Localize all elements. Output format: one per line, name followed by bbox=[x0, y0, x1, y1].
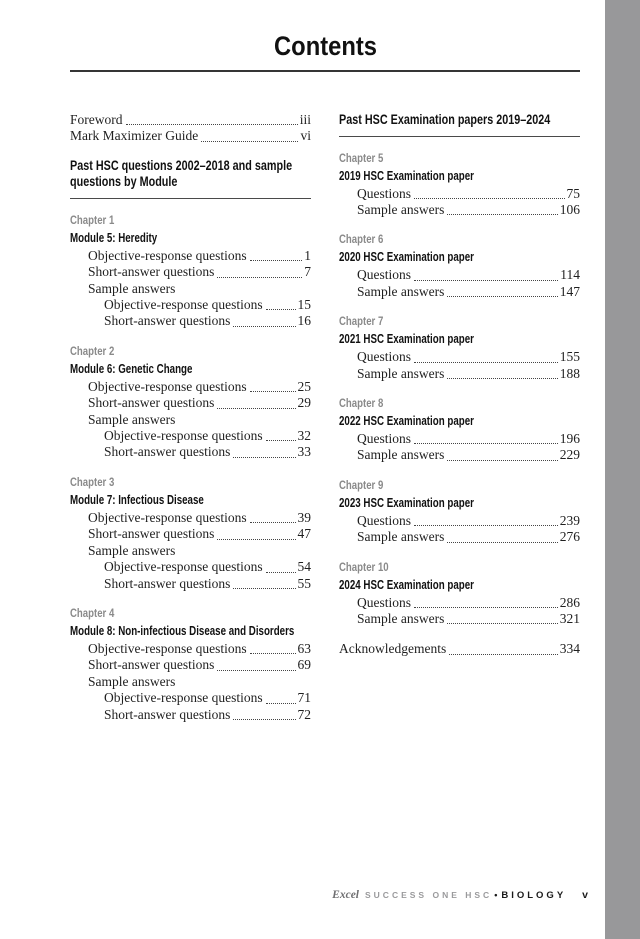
toc-entry-label: Short-answer questions bbox=[104, 444, 231, 460]
right-column bbox=[339, 112, 580, 723]
toc-entry-label: Questions bbox=[357, 267, 411, 283]
toc-entry bbox=[70, 128, 311, 144]
module-title: 2022 HSC Examination paper bbox=[339, 413, 474, 428]
toc-entry-label: Sample answers bbox=[88, 673, 176, 689]
right-chapter-list bbox=[339, 151, 580, 628]
brand-excel-logo: Excel bbox=[332, 889, 359, 901]
toc-entry-page-number: 196 bbox=[559, 430, 580, 446]
chapter-label: Chapter 6 bbox=[339, 232, 384, 247]
left-column bbox=[70, 112, 311, 723]
toc-entry-page-number: 106 bbox=[559, 201, 580, 217]
dot-leader bbox=[447, 284, 557, 297]
toc-entry bbox=[70, 428, 311, 444]
title-rule bbox=[70, 70, 580, 72]
toc-entry bbox=[339, 595, 580, 611]
module-title: Module 7: Infectious Disease bbox=[70, 492, 204, 507]
dot-leader bbox=[250, 379, 296, 392]
toc-entry bbox=[339, 447, 580, 463]
toc-entry-label: Questions bbox=[357, 594, 411, 610]
toc-entry-page-number: 229 bbox=[559, 447, 580, 463]
module-title: 2023 HSC Examination paper bbox=[339, 495, 474, 510]
dot-leader bbox=[217, 526, 295, 539]
toc-entry bbox=[70, 112, 311, 128]
toc-entry-label: Short-answer questions bbox=[88, 264, 215, 280]
toc-entry-label: Mark Maximizer Guide bbox=[70, 128, 199, 144]
toc-entry-label: Questions bbox=[357, 185, 411, 201]
dot-leader bbox=[447, 202, 557, 215]
chapter-block bbox=[70, 475, 311, 592]
contents-page-body bbox=[70, 30, 580, 723]
chapter-block bbox=[339, 314, 580, 382]
dot-leader bbox=[217, 395, 295, 408]
dot-leader bbox=[447, 529, 557, 542]
dot-leader bbox=[266, 690, 296, 703]
chapter-block bbox=[70, 213, 311, 330]
toc-entry-page-number: 7 bbox=[304, 264, 311, 280]
dot-leader bbox=[233, 707, 295, 720]
toc-entry-page-number: 286 bbox=[559, 594, 580, 610]
toc-entry bbox=[339, 186, 580, 202]
toc-entry-label: Objective-response questions bbox=[104, 428, 263, 444]
left-section-heading-text: Past HSC questions 2002–2018 and sample questions by Module bbox=[70, 157, 293, 190]
toc-entry-label: Sample answers bbox=[357, 365, 445, 381]
page-title bbox=[70, 30, 580, 62]
toc-entry-page-number: 47 bbox=[297, 526, 311, 542]
dot-leader bbox=[266, 559, 296, 572]
toc-entry-page-number: 55 bbox=[297, 575, 311, 591]
toc-entry-label: Short-answer questions bbox=[104, 706, 231, 722]
toc-entry bbox=[70, 248, 311, 264]
toc-entry-label: Questions bbox=[357, 430, 411, 446]
toc-entry-label: Foreword bbox=[70, 112, 123, 127]
toc-entry-label: Short-answer questions bbox=[88, 657, 215, 673]
toc-entry-label: Sample answers bbox=[357, 447, 445, 463]
dot-leader bbox=[414, 267, 558, 280]
toc-entry-label: Sample answers bbox=[357, 201, 445, 217]
chapter-block bbox=[70, 606, 311, 723]
toc-entry-label: Sample answers bbox=[357, 529, 445, 545]
module-title: 2019 HSC Examination paper bbox=[339, 168, 474, 183]
toc-entry bbox=[70, 412, 311, 428]
chapter-label: Chapter 8 bbox=[339, 395, 384, 410]
toc-entry-label: Sample answers bbox=[88, 542, 176, 558]
toc-entry-page-number: 188 bbox=[559, 365, 580, 381]
toc-entry bbox=[70, 510, 311, 526]
toc-entry-label: Sample answers bbox=[357, 283, 445, 299]
toc-entry bbox=[70, 297, 311, 313]
toc-entry-page-number: 1 bbox=[304, 247, 311, 263]
chapter-block bbox=[339, 151, 580, 219]
dot-leader bbox=[414, 513, 558, 526]
toc-entry-label: Objective-response questions bbox=[104, 690, 263, 706]
toc-entry bbox=[339, 641, 580, 657]
dot-leader bbox=[126, 112, 298, 125]
toc-entry-label: Objective-response questions bbox=[88, 378, 247, 394]
dot-leader bbox=[414, 186, 565, 199]
dot-leader bbox=[233, 576, 295, 589]
toc-entry-label: Sample answers bbox=[88, 411, 176, 427]
chapter-label: Chapter 9 bbox=[339, 477, 384, 492]
dot-leader bbox=[414, 595, 558, 608]
page-title-text: Contents bbox=[273, 31, 377, 61]
dot-leader bbox=[217, 657, 295, 670]
toc-entry-page-number: 75 bbox=[566, 185, 580, 201]
toc-entry bbox=[70, 674, 311, 690]
toc-entry bbox=[70, 543, 311, 559]
chapter-label: Chapter 3 bbox=[70, 474, 115, 489]
footer-subject-text: BIOLOGY bbox=[501, 890, 567, 901]
toc-entry-page-number: 15 bbox=[297, 297, 311, 313]
toc-entry-label: Questions bbox=[357, 349, 411, 365]
module-title: Module 5: Heredity bbox=[70, 230, 158, 245]
toc-entry bbox=[339, 366, 580, 382]
chapter-label: Chapter 10 bbox=[339, 559, 389, 574]
brand-series-text: SUCCESS ONE HSC bbox=[365, 890, 493, 900]
chapter-label: Chapter 1 bbox=[70, 212, 115, 227]
toc-entry-label: Questions bbox=[357, 512, 411, 528]
dot-leader bbox=[447, 447, 557, 460]
right-section-heading-text: Past HSC Examination papers 2019–2024 bbox=[339, 112, 551, 127]
chapter-block bbox=[339, 560, 580, 628]
toc-entry-label: Objective-response questions bbox=[104, 559, 263, 575]
dot-leader bbox=[447, 611, 557, 624]
toc-entry bbox=[70, 395, 311, 411]
module-title: Module 8: Non-infectious Disease and Disorders bbox=[70, 623, 295, 638]
page-footer bbox=[332, 889, 588, 901]
right-section-heading bbox=[339, 112, 580, 137]
toc-entry bbox=[70, 526, 311, 542]
module-title: 2020 HSC Examination paper bbox=[339, 250, 474, 265]
toc-entry-page-number: 71 bbox=[297, 690, 311, 706]
dot-leader bbox=[266, 297, 296, 310]
toc-entry-page-number: vi bbox=[300, 128, 311, 144]
toc-entry-page-number: 147 bbox=[559, 283, 580, 299]
toc-entry-label: Short-answer questions bbox=[104, 313, 231, 329]
toc-entry-page-number: 276 bbox=[559, 529, 580, 545]
toc-entry-page-number: 32 bbox=[297, 428, 311, 444]
toc-entry bbox=[339, 202, 580, 218]
dot-leader bbox=[266, 428, 296, 441]
toc-entry bbox=[70, 657, 311, 673]
toc-entry-label: Short-answer questions bbox=[104, 575, 231, 591]
toc-entry-label: Objective-response questions bbox=[88, 247, 247, 263]
toc-entry bbox=[70, 559, 311, 575]
module-title: 2021 HSC Examination paper bbox=[339, 332, 474, 347]
toc-entry-label: Short-answer questions bbox=[88, 395, 215, 411]
chapter-block bbox=[339, 232, 580, 300]
toc-entry-label: Sample answers bbox=[88, 280, 176, 296]
toc-entry-page-number: iii bbox=[299, 112, 311, 127]
dot-leader bbox=[233, 313, 295, 326]
dot-leader bbox=[250, 510, 296, 523]
toc-entry-label: Objective-response questions bbox=[104, 297, 263, 313]
dot-leader bbox=[201, 128, 298, 141]
dot-leader bbox=[414, 431, 558, 444]
toc-entry bbox=[70, 379, 311, 395]
toc-entry bbox=[70, 313, 311, 329]
folio-page-number: v bbox=[582, 889, 588, 901]
toc-entry-page-number: 239 bbox=[559, 512, 580, 528]
toc-entry-page-number: 321 bbox=[559, 610, 580, 626]
module-title: 2024 HSC Examination paper bbox=[339, 577, 474, 592]
left-section-heading bbox=[70, 158, 311, 199]
chapter-block bbox=[339, 478, 580, 546]
toc-entry bbox=[339, 611, 580, 627]
front-matter-list bbox=[70, 112, 311, 145]
chapter-label: Chapter 4 bbox=[70, 605, 115, 620]
dot-leader bbox=[217, 264, 302, 277]
toc-entry-label: Acknowledgements bbox=[339, 641, 447, 657]
toc-entry-page-number: 334 bbox=[559, 641, 580, 657]
toc-entry bbox=[70, 707, 311, 723]
toc-entry-page-number: 54 bbox=[297, 559, 311, 575]
chapter-block bbox=[70, 344, 311, 461]
toc-entry-page-number: 63 bbox=[297, 640, 311, 656]
dot-leader bbox=[449, 641, 558, 654]
toc-entry-page-number: 69 bbox=[297, 657, 311, 673]
toc-entry-page-number: 72 bbox=[297, 706, 311, 722]
acknowledgements-list bbox=[339, 641, 580, 657]
dot-leader bbox=[233, 444, 295, 457]
footer-bullet-separator: • bbox=[494, 890, 498, 900]
toc-entry bbox=[339, 513, 580, 529]
toc-entry bbox=[339, 431, 580, 447]
dot-leader bbox=[414, 349, 558, 362]
toc-entry-label: Sample answers bbox=[357, 610, 445, 626]
toc-entry bbox=[70, 690, 311, 706]
dot-leader bbox=[447, 366, 557, 379]
toc-entry-page-number: 25 bbox=[297, 378, 311, 394]
toc-entry-page-number: 29 bbox=[297, 395, 311, 411]
toc-columns bbox=[70, 112, 580, 723]
toc-entry bbox=[339, 284, 580, 300]
dot-leader bbox=[250, 641, 296, 654]
toc-entry-page-number: 16 bbox=[297, 313, 311, 329]
chapter-label: Chapter 5 bbox=[339, 150, 384, 165]
chapter-label: Chapter 7 bbox=[339, 314, 384, 329]
toc-entry bbox=[339, 267, 580, 283]
toc-entry bbox=[70, 641, 311, 657]
toc-entry bbox=[70, 281, 311, 297]
chapter-block bbox=[339, 396, 580, 464]
toc-entry-label: Objective-response questions bbox=[88, 640, 247, 656]
chapter-label: Chapter 2 bbox=[70, 343, 115, 358]
left-chapter-list bbox=[70, 213, 311, 723]
toc-entry bbox=[70, 444, 311, 460]
toc-entry bbox=[339, 529, 580, 545]
toc-entry-page-number: 33 bbox=[297, 444, 311, 460]
toc-entry bbox=[339, 349, 580, 365]
toc-entry-label: Objective-response questions bbox=[88, 509, 247, 525]
toc-entry-page-number: 114 bbox=[560, 267, 580, 283]
dot-leader bbox=[250, 248, 303, 261]
toc-entry-page-number: 155 bbox=[559, 349, 580, 365]
toc-entry bbox=[70, 576, 311, 592]
toc-entry-page-number: 39 bbox=[297, 509, 311, 525]
toc-entry bbox=[70, 264, 311, 280]
module-title: Module 6: Genetic Change bbox=[70, 361, 193, 376]
toc-entry-label: Short-answer questions bbox=[88, 526, 215, 542]
page-edge-strip bbox=[605, 0, 640, 939]
